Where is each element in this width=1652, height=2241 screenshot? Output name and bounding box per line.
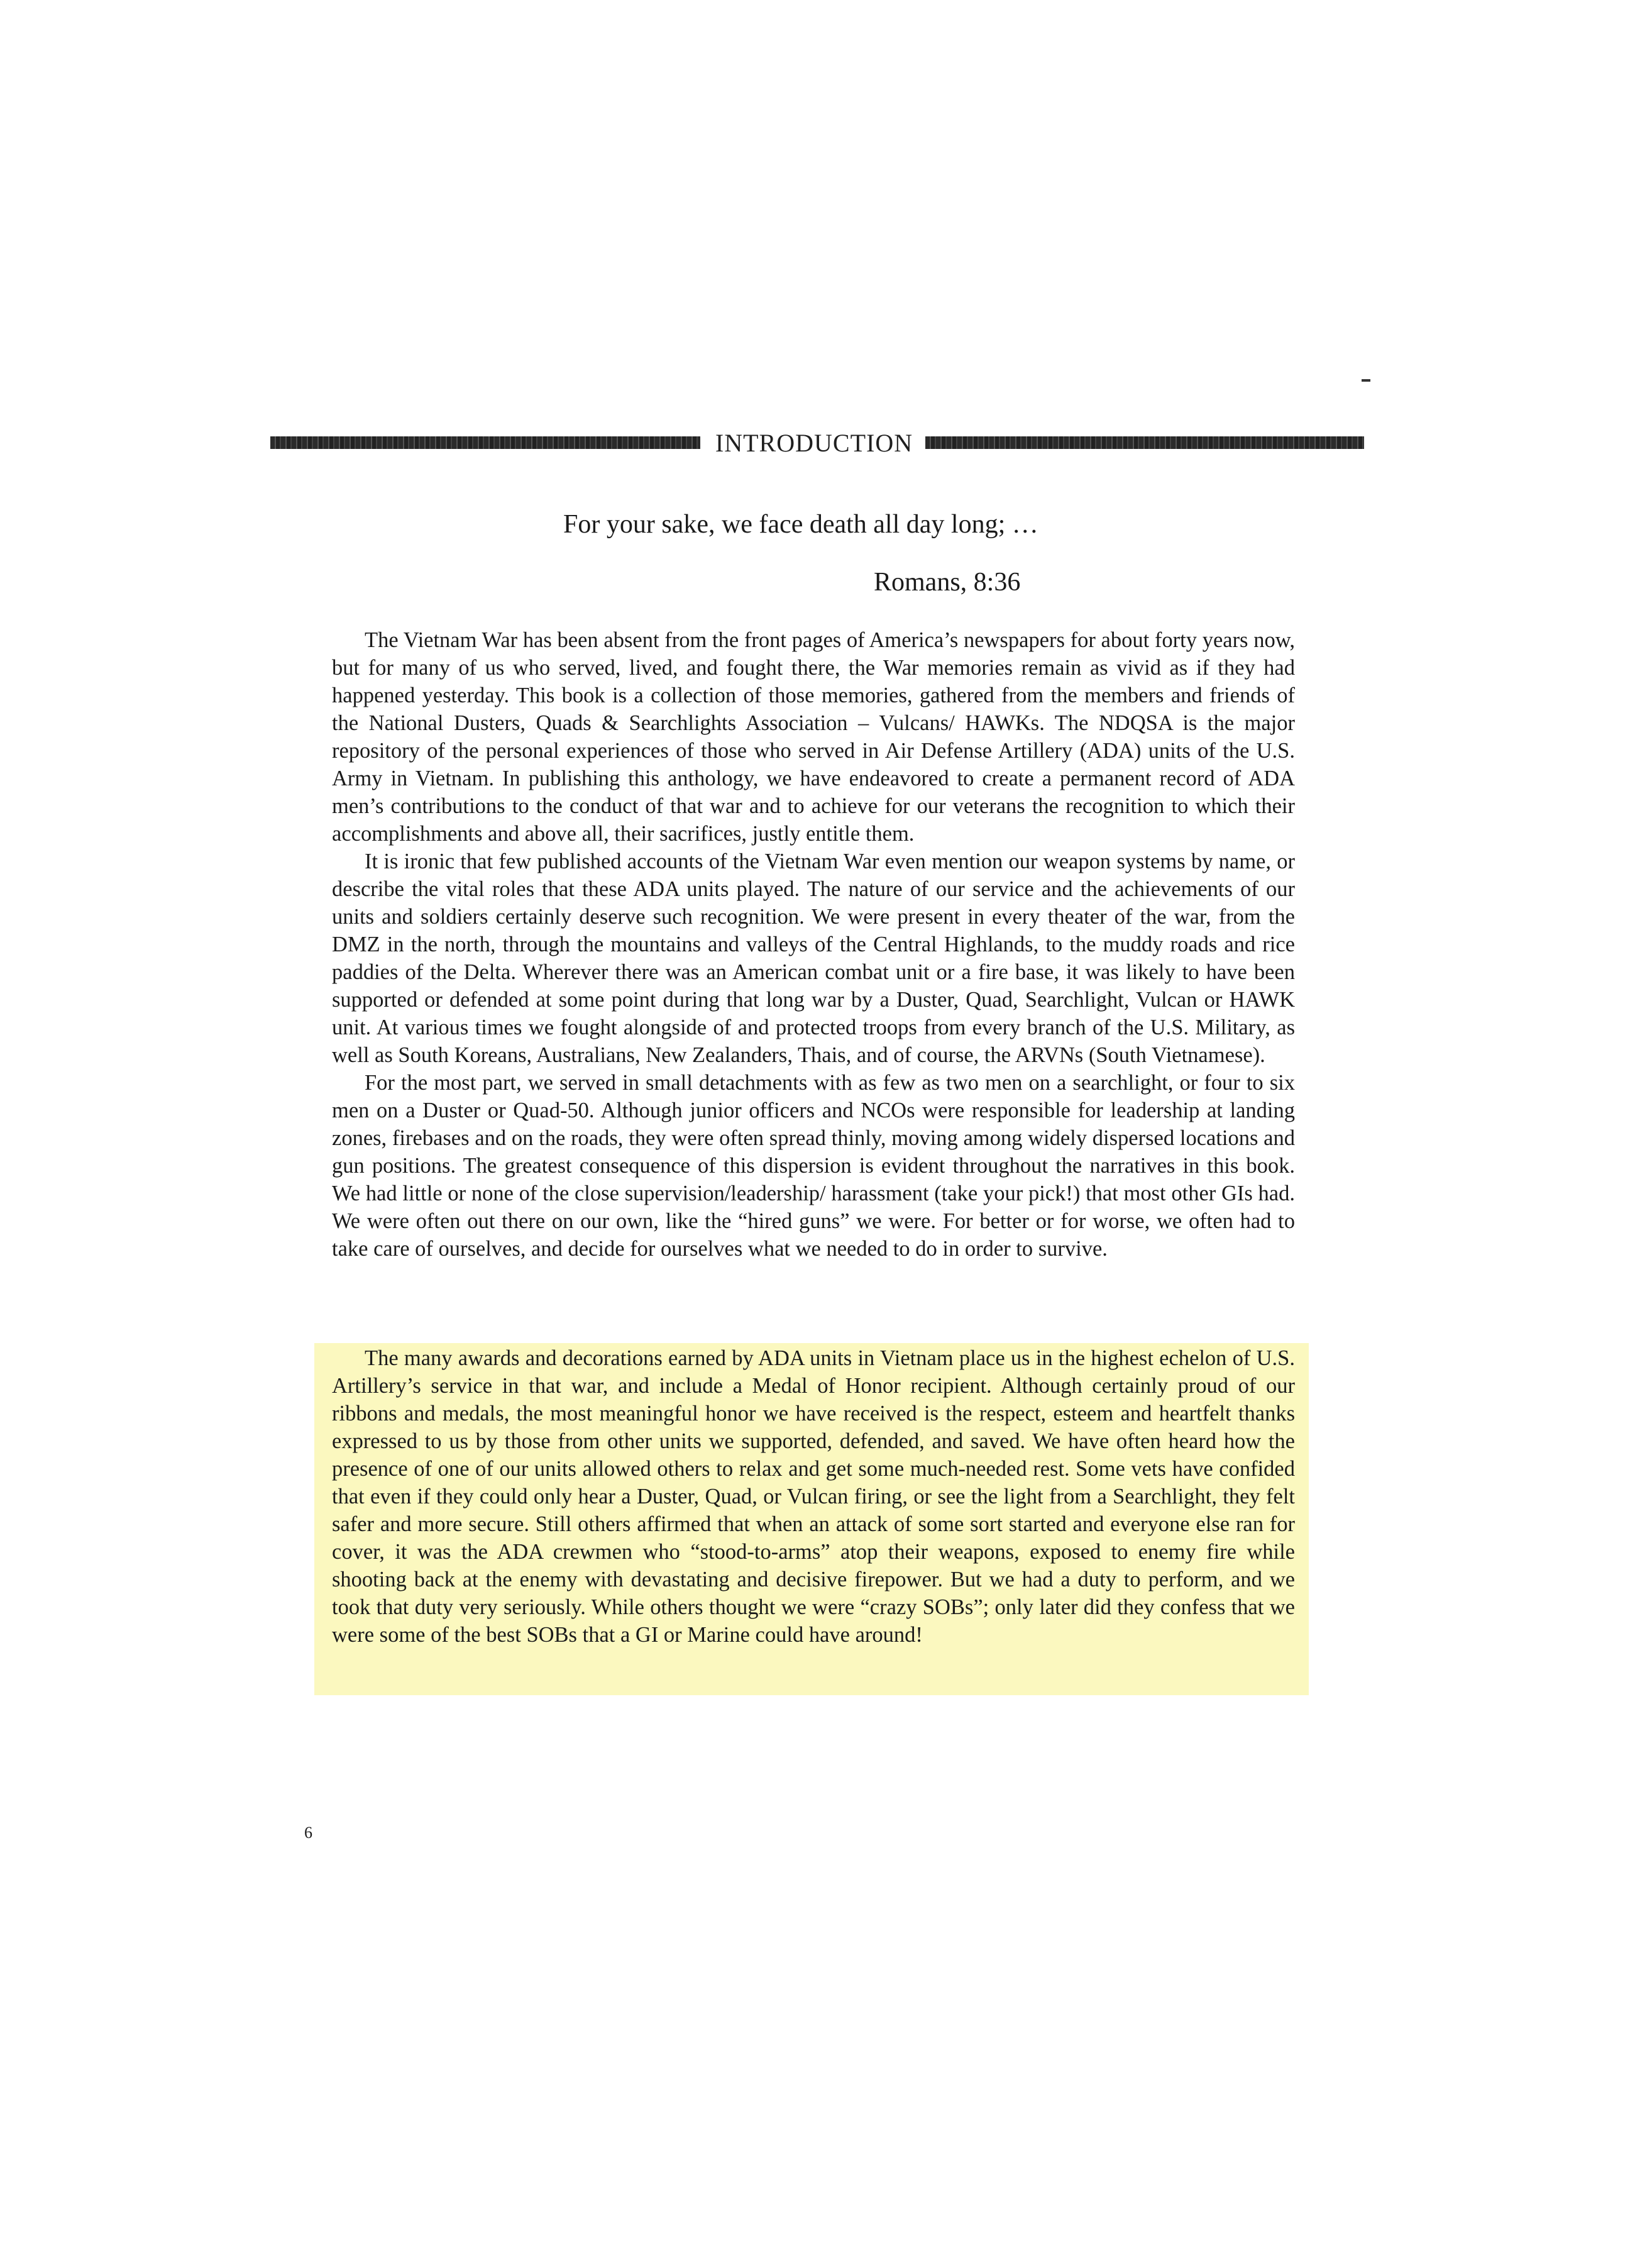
header-rule-left: [270, 436, 700, 449]
paragraph: It is ironic that few published accounts of the Vietnam War even mention our weapon systems by name, or describe the vital roles that these ADA units played. The nature of our service and the achievements of our units and soldiers certainly deserve such recognition. We were present in every theater of the war, from the DMZ in the north, through the mountains and valleys of the Central Highlands, to the muddy roads and rice paddies of the Delta. Wherever there was an American combat unit or a fire base, it was likely to have been supported or defended at some point during that long war by a Duster, Quad, Searchlight, Vulcan or HAWK unit. At various times we fought alongside of and protected troops from every branch of the U.S. Military, as well as South Koreans, Australians, New Zealanders, Thais, and of course, the ARVNs (South Vietnamese).: [332, 849, 1295, 1067]
epigraph-quote: For your sake, we face death all day long; …: [563, 510, 1038, 539]
highlighted-paragraph: The many awards and decorations earned by ADA units in Vietnam place us in the highest echelon of U.S. Artillery’s service in that war, and include a Medal of Honor recipient. Although certainly proud of our ribbons and medals, the most meaningful honor we have received is the respect, esteem and heartfelt thanks expressed to us by those from other units we supported, defended, and saved. We have often heard how the presence of one of our units allowed others to relax and get some much-needed rest. Some vets have confided that even if they could only hear a Duster, Quad, or Vulcan firing, or see the light from a Searchlight, they felt safer and more secure. Still others affirmed that when an attack of some sort started and everyone else ran for cover, it was the ADA crewmen who “stood-to-arms” atop their weapons, exposed to enemy fire while shooting back at the enemy with devastating and decisive firepower. But we had a duty to perform, and we took that duty very seriously. While others thought we were “crazy SOBs”; only later did they confess that we were some of the best SOBs that a GI or Marine could have around!: [332, 1346, 1295, 1647]
section-title: INTRODUCTION: [715, 429, 913, 457]
paragraph: The Vietnam War has been absent from the front pages of America’s newspapers for about forty years now, but for many of us who served, lived, and fought there, the War memories remain as vivid as if they had happened yesterday. This book is a collection of those memories, gathered from the members and friends of the National Dusters, Quads & Searchlights Association – Vulcans/ HAWKs. The NDQSA is the major repository of the personal experiences of those who served in Air Defense Artillery (ADA) units of the U.S. Army in Vietnam. In publishing this anthology, we have endeavored to create a permanent record of ADA men’s contributions to the conduct of that war and to achieve for our veterans the recognition to which their accomplishments and above all, their sacrifices, justly entitle them.: [332, 628, 1295, 846]
epigraph-source: Romans, 8:36: [874, 568, 1021, 597]
page-number: 6: [304, 1823, 312, 1842]
header-rule-right: [925, 436, 1364, 449]
paragraph: For the most part, we served in small detachments with as few as two men on a searchlight, or four to six men on a Duster or Quad-50. Although junior officers and NCOs were responsible for leadership at landing zones, firebases and on the roads, they were often spread thinly, moving among widely dispersed locations and gun positions. The greatest consequence of this dispersion is evident throughout the narratives in this book. We had little or none of the close supervision/leadership/ harassment (take your pick!) that most other GIs had. We were often out there on our own, like the “hired guns” we were. For better or for worse, we often had to take care of ourselves, and decide for ourselves what we needed to do in order to survive.: [332, 1071, 1295, 1261]
section-header: [270, 428, 1364, 459]
highlighted-text: [332, 1344, 1295, 1649]
scan-mark: [1362, 379, 1370, 382]
body-text: [332, 626, 1295, 1263]
